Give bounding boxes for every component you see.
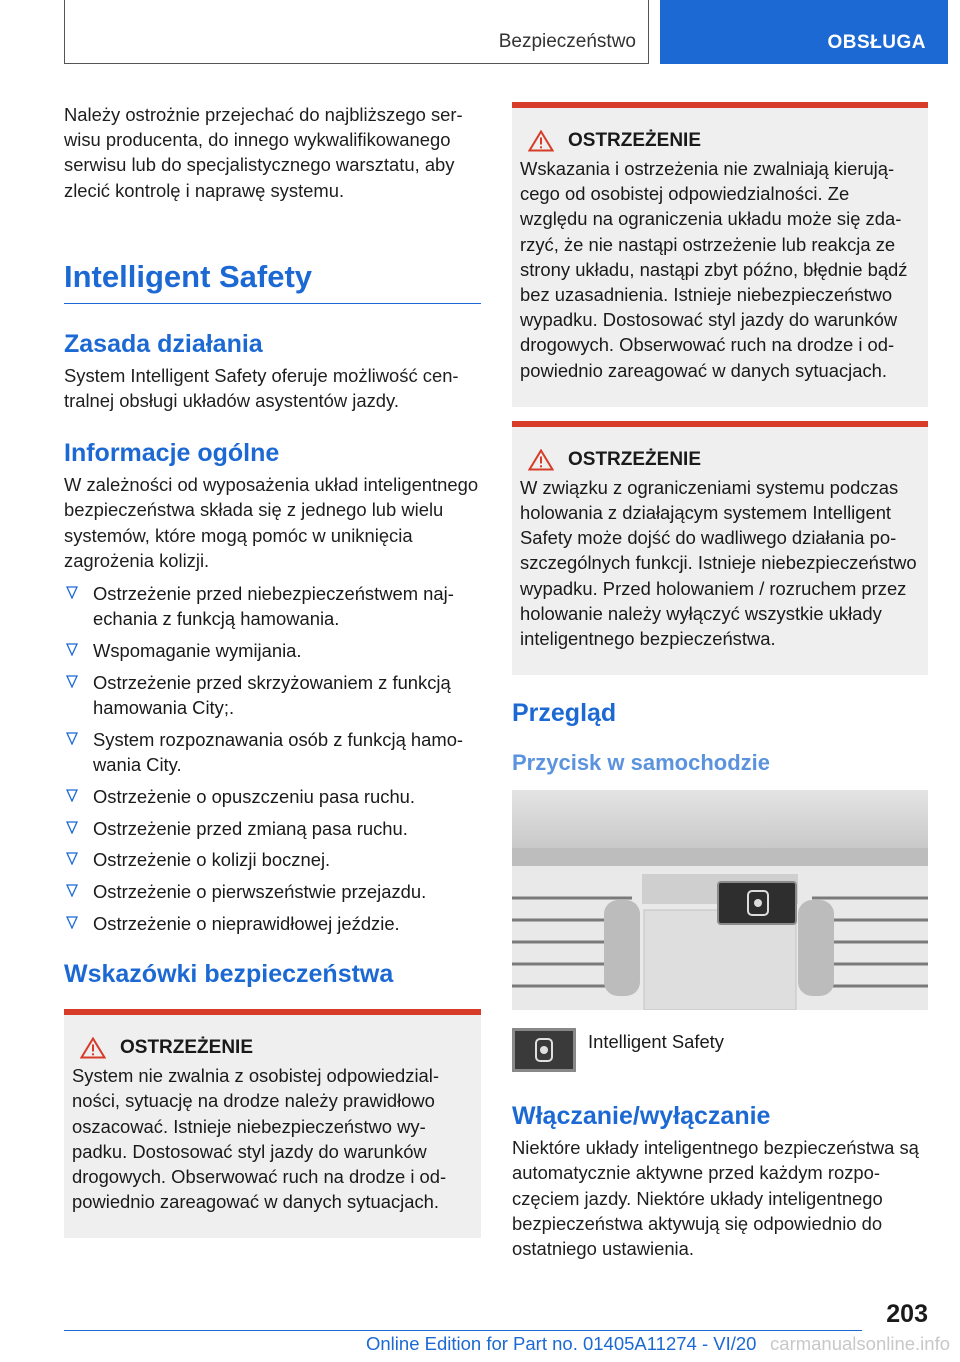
list-item: Ostrzeżenie o nieprawidłowej jeździe. [64,911,481,936]
triangle-bullet-icon [66,916,78,929]
zasada-heading: Zasada działania [64,329,263,358]
list-item: Ostrzeżenie przed zmianą pasa ruchu. [64,816,481,841]
warning-box [512,102,928,407]
list-item: System rozpoznawania osób z funkcją hamowania City. [64,727,481,777]
footer-divider [64,1330,862,1331]
header-section-box [64,0,649,64]
caption-text: Intelligent Safety [588,1031,724,1053]
list-item: Wspomaganie wymijania. [64,638,481,663]
caption-row [512,1028,928,1072]
right-column [512,102,928,1261]
footer-watermark[interactable]: carmanualsonline.info [770,1333,950,1354]
button-heading: Przycisk w samochodzie [512,750,770,776]
triangle-bullet-icon [66,821,78,834]
systems-list [64,581,481,936]
zasada-paragraph: System Intelligent Safety oferuje możliwość centralnej obsługi układów asystentów jazdy. [64,364,459,412]
onoff-heading: Włączanie/wyłączanie [512,1102,771,1131]
section-title: Intelligent Safety [64,259,481,304]
triangle-bullet-icon [66,884,78,897]
header-tab-label: OBSŁUGA [827,32,926,53]
warning-text: W związku z ograniczeniami systemu podczas holowania z działającym systemem Intelligent Safety może dojść do wadliwego działania poszczególnych funkcji. Istnieje niebezpieczeństwo wypadku. Przed holowaniem / rozruchem przez holowanie należy wyłączyć wszystkie układy inteligentnego bezpieczeństwa. [520,476,917,650]
warning-title: OSTRZEŻENIE [520,130,920,152]
footer-edition: Online Edition for Part no. 01405A11274 - VI/20 [366,1333,757,1354]
header-section-title: Bezpieczeństwo [498,31,636,52]
warning-title: OSTRZEŻENIE [72,1037,473,1059]
triangle-bullet-icon [66,789,78,802]
list-item: Ostrzeżenie przed skrzyżowaniem z funkcją hamowania City;. [64,670,481,720]
warning-text: Wskazania i ostrzeżenia nie zwalniają kierującego od osobistej odpowiedzialności. Ze względu na ograniczenia układu może się zdarzyć, że nie nastąpi ostrzeżenie lub reakcja ze strony układu, nastąpi zbyt późno, błędnie bądź bez uzasadnienia. Istnieje niebezpieczeństwo wypadku. Dostosować styl jazdy do warunków drogowych. Obserwować ruch na drodze i odpowiednio zareagować w danych sytuacjach. [520,158,908,381]
left-column [64,102,481,1238]
warning-box [64,1009,481,1238]
warning-triangle-icon [80,1037,106,1059]
intelligent-safety-button-icon [512,1028,576,1072]
warning-text: System nie zwalnia z osobistej odpowiedzialności, sytuację na drodze należy prawidłowo oszacować. Istnieje niebezpieczeństwo wypadku. Dostosować styl jazdy do warunków drogowych. Obserwować ruch na drodze i odpowiednio zareagować w danych sytuacjach. [72,1065,447,1213]
triangle-bullet-icon [66,675,78,688]
intro-paragraph: Należy ostrożnie przejechać do najbliższego serwisu producenta, do innego wykwalifikowanego serwisu lub do specjalistycznego warsztatu, aby zlecić kontrolę i naprawę systemu. [64,104,463,201]
list-item: Ostrzeżenie o kolizji bocznej. [64,847,481,872]
triangle-bullet-icon [66,586,78,599]
header-tab-obsluga[interactable] [660,0,948,64]
info-heading: Informacje ogólne [64,439,280,468]
warning-triangle-icon [528,449,554,471]
list-item: Ostrzeżenie przed niebezpieczeństwem najechania z funkcją hamowania. [64,581,481,631]
warning-triangle-icon [528,130,554,152]
triangle-bullet-icon [66,643,78,656]
triangle-bullet-icon [66,852,78,865]
warning-box [512,421,928,675]
warning-title: OSTRZEŻENIE [520,449,920,471]
onoff-paragraph: Niektóre układy inteligentnego bezpieczeństwa są automatycznie aktywne przed każdym rozpoczęciem jazdy. Niektóre układy inteligentnego bezpieczeństwa aktywują się odpowiednio do ostatniego ustawienia. [512,1137,919,1260]
list-item: Ostrzeżenie o opuszczeniu pasa ruchu. [64,784,481,809]
info-paragraph: W zależności od wyposażenia układ inteligentnego bezpieczeństwa składa się z jednego lub wielu systemów, które mogą pomóc w uniknięcia zagrożenia kolizji. [64,474,479,571]
safety-heading: Wskazówki bezpieczeństwa [64,960,394,989]
dashboard-photo [512,790,928,1010]
page-number: 203 [886,1300,928,1328]
list-item: Ostrzeżenie o pierwszeństwie przejazdu. [64,879,481,904]
triangle-bullet-icon [66,732,78,745]
overview-heading: Przegląd [512,699,617,728]
